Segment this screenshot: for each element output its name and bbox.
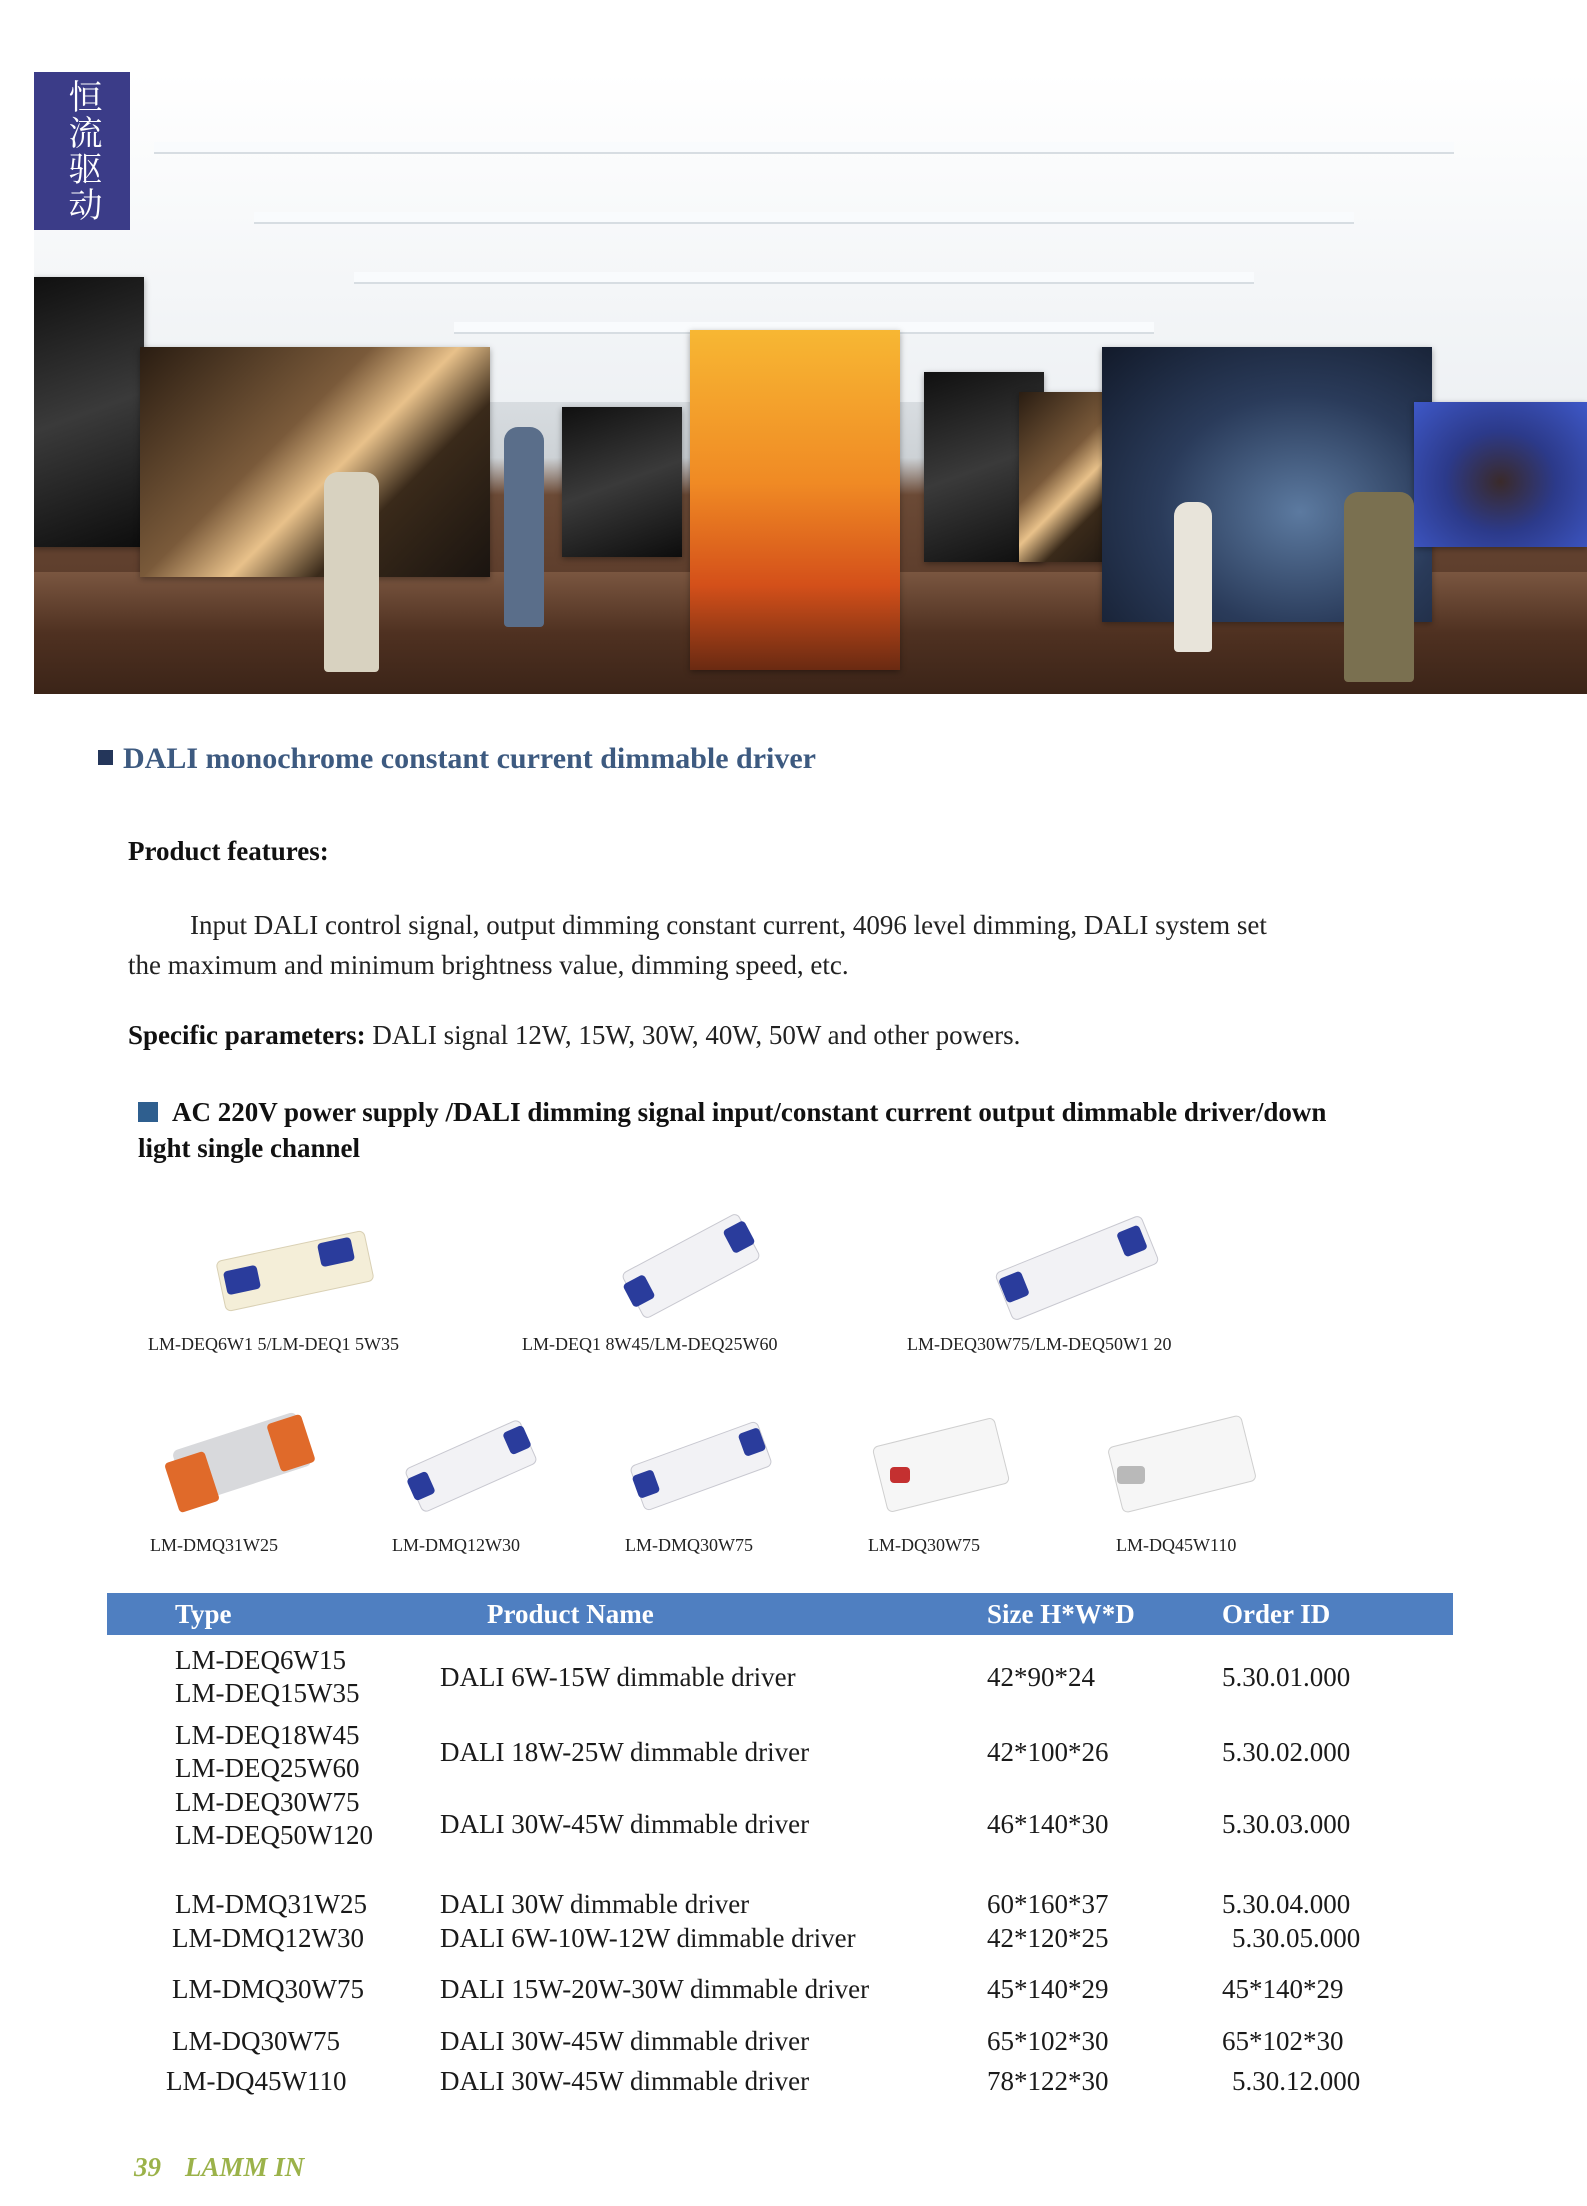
table-cell-size: 42*120*25 [987, 1923, 1109, 1953]
product-image-dmq30w75 [625, 1410, 775, 1520]
category-side-tag: 恒流驱动 [34, 72, 130, 230]
table-cell-order: 5.30.05.000 [1232, 1923, 1361, 1953]
table-cell-type: LM-DEQ6W15 [175, 1645, 346, 1675]
table-cell-type: LM-DMQ12W30 [172, 1923, 364, 1953]
table-cell-size: 65*102*30 [987, 2026, 1109, 2056]
product-label: LM-DMQ12W30 [392, 1535, 520, 1555]
product-image-dmq12w30 [400, 1410, 540, 1520]
table-cell-size: 78*122*30 [987, 2066, 1109, 2096]
column-header-type: Type [175, 1599, 232, 1629]
table-cell-order: 45*140*29 [1222, 1974, 1344, 2004]
table-header [107, 1593, 1453, 1635]
table-cell-order: 5.30.03.000 [1222, 1809, 1351, 1839]
product-image-dmq31w25 [165, 1410, 315, 1510]
table-cell-type: LM-DQ30W75 [172, 2026, 340, 2056]
square-bullet-icon [98, 750, 113, 765]
table-cell-type: LM-DEQ15W35 [175, 1678, 360, 1708]
table-cell-order: 5.30.04.000 [1222, 1889, 1351, 1919]
table-cell-name: DALI 30W-45W dimmable driver [440, 2026, 810, 2056]
column-header-product-name: Product Name [487, 1599, 654, 1629]
product-label: LM-DEQ1 8W45/LM-DEQ25W60 [522, 1334, 778, 1354]
section-title-text: DALI monochrome constant current dimmable driver [123, 742, 816, 775]
table-cell-size: 60*160*37 [987, 1889, 1109, 1919]
table-cell-size: 42*100*26 [987, 1737, 1109, 1767]
table-cell-order: 5.30.02.000 [1222, 1737, 1351, 1767]
section-title [98, 742, 816, 776]
product-label: LM-DEQ6W1 5/LM-DEQ1 5W35 [148, 1334, 399, 1354]
table-cell-type: LM-DMQ30W75 [172, 1974, 364, 2004]
table-cell-name: DALI 18W-25W dimmable driver [440, 1737, 810, 1767]
table-cell-name: DALI 30W-45W dimmable driver [440, 1809, 810, 1839]
specific-parameters [128, 1020, 1020, 1051]
table-cell-name: DALI 30W-45W dimmable driver [440, 2066, 810, 2096]
product-label: LM-DEQ30W75/LM-DEQ50W1 20 [907, 1334, 1172, 1354]
brand-name: LAMM IN [185, 2152, 305, 2182]
product-label: LM-DQ45W110 [1116, 1535, 1237, 1555]
table-cell-name: DALI 15W-20W-30W dimmable driver [440, 1974, 870, 2004]
product-image-dq30w75 [870, 1415, 1010, 1515]
table-cell-type: LM-DEQ50W120 [175, 1820, 373, 1850]
page-number: 39 [134, 2152, 161, 2182]
table-cell-name: DALI 6W-10W-12W dimmable driver [440, 1923, 856, 1953]
table-cell-type: LM-DEQ18W45 [175, 1720, 360, 1750]
table-cell-order: 65*102*30 [1222, 2026, 1344, 2056]
table-cell-size: 46*140*30 [987, 1809, 1109, 1839]
product-image-dq45w110 [1105, 1410, 1255, 1520]
column-header-order-id: Order ID [1222, 1599, 1331, 1629]
hero-gallery-photo [34, 72, 1587, 694]
table-cell-size: 42*90*24 [987, 1662, 1095, 1692]
parameters-text: DALI signal 12W, 15W, 30W, 40W, 50W and other powers. [372, 1020, 1021, 1050]
table-cell-order: 5.30.12.000 [1232, 2066, 1361, 2096]
table-cell-order: 5.30.01.000 [1222, 1662, 1351, 1692]
table-cell-type: LM-DMQ31W25 [175, 1889, 367, 1919]
product-image-deq6w15 [215, 1220, 375, 1310]
product-label: LM-DMQ31W25 [150, 1535, 278, 1555]
table-cell-type: LM-DQ45W110 [166, 2066, 347, 2096]
parameters-label: Specific parameters: [128, 1020, 366, 1050]
sub-heading [138, 1094, 1338, 1166]
table-cell-name: DALI 30W dimmable driver [440, 1889, 750, 1919]
table-cell-type: LM-DEQ30W75 [175, 1787, 360, 1817]
product-label: LM-DMQ30W75 [625, 1535, 753, 1555]
table-cell-name: DALI 6W-15W dimmable driver [440, 1662, 796, 1692]
product-image-deq18w45 [615, 1210, 765, 1320]
table-cell-size: 45*140*29 [987, 1974, 1109, 2004]
table-cell-type: LM-DEQ25W60 [175, 1753, 360, 1783]
page-footer [134, 2152, 328, 2183]
features-heading: Product features: [128, 836, 329, 866]
product-image-deq30w75 [990, 1210, 1160, 1320]
sub-heading-text: AC 220V power supply /DALI dimming signal input/constant current output dimmable driver/down light single channel [138, 1097, 1327, 1163]
features-text: Input DALI control signal, output dimming constant current, 4096 level dimming, DALI system set the maximum and minimum brightness value, dimming speed, etc. [128, 910, 1267, 980]
square-bullet-icon [138, 1102, 158, 1122]
column-header-size: Size H*W*D [987, 1599, 1135, 1629]
product-label: LM-DQ30W75 [868, 1535, 980, 1555]
